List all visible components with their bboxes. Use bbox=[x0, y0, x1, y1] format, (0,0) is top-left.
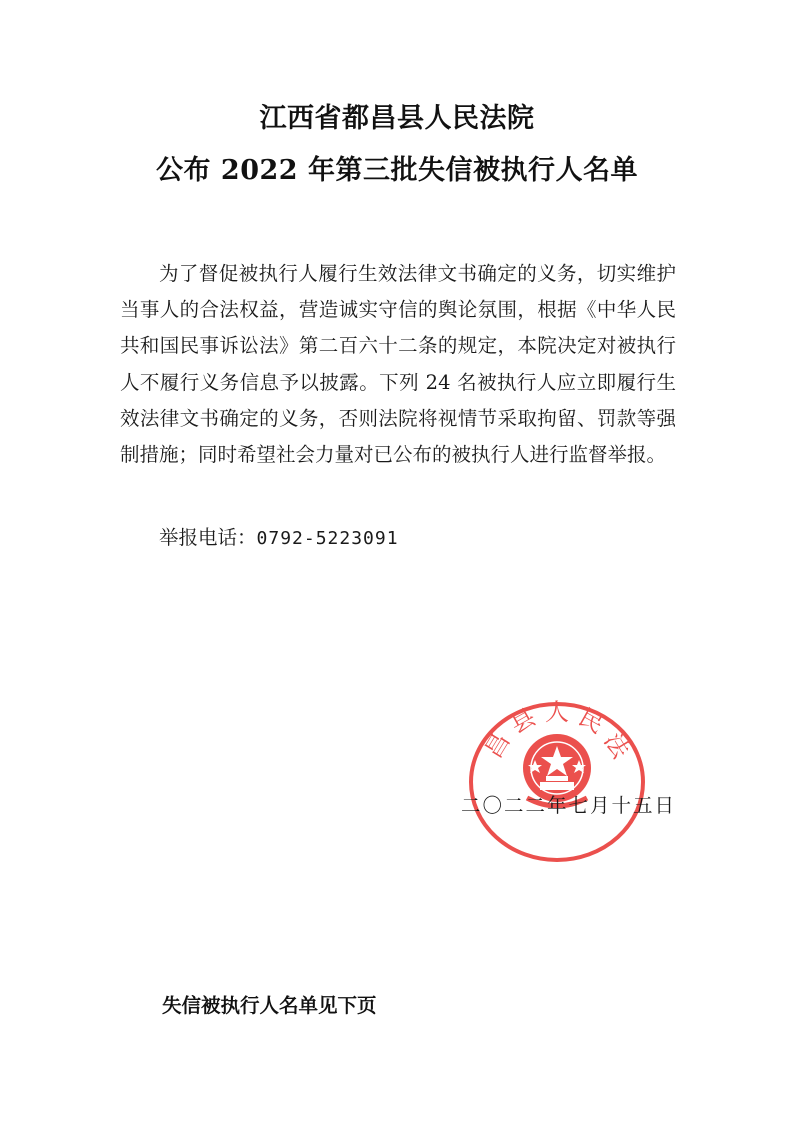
svg-text:昌 县 人 民 法: 昌 县 人 民 法 bbox=[479, 698, 635, 764]
list-next-page-note: 失信被执行人名单见下页 bbox=[162, 994, 377, 1017]
announcement-title: 公布 2022 年第三批失信被执行人名单 bbox=[156, 155, 638, 186]
court-name-title: 江西省都昌县人民法院 bbox=[259, 103, 535, 134]
hotline-number: 0792-5223091 bbox=[256, 528, 399, 549]
report-hotline bbox=[159, 522, 399, 550]
hotline-label: 举报电话： bbox=[159, 526, 257, 549]
announcement-date: 二〇二二年七月十五日 bbox=[461, 794, 677, 817]
court-seal-stamp bbox=[462, 690, 652, 862]
announcement-paragraph: 为了督促被执行人履行生效法律文书确定的义务，切实维护当事人的合法权益，营造诚实守信的舆论氛围，根据《中华人民共和国民事诉讼法》第二百六十二条的规定，本院决定对被执行人不履行义务信息予以披露。下列 24 名被执行人应立即履行生效法律文书确定的义务，否则法院将视情节采取拘留、罚款等强制措施；同时希望社会力量对已公布的被执行人进行监督举报。 bbox=[120, 262, 676, 467]
